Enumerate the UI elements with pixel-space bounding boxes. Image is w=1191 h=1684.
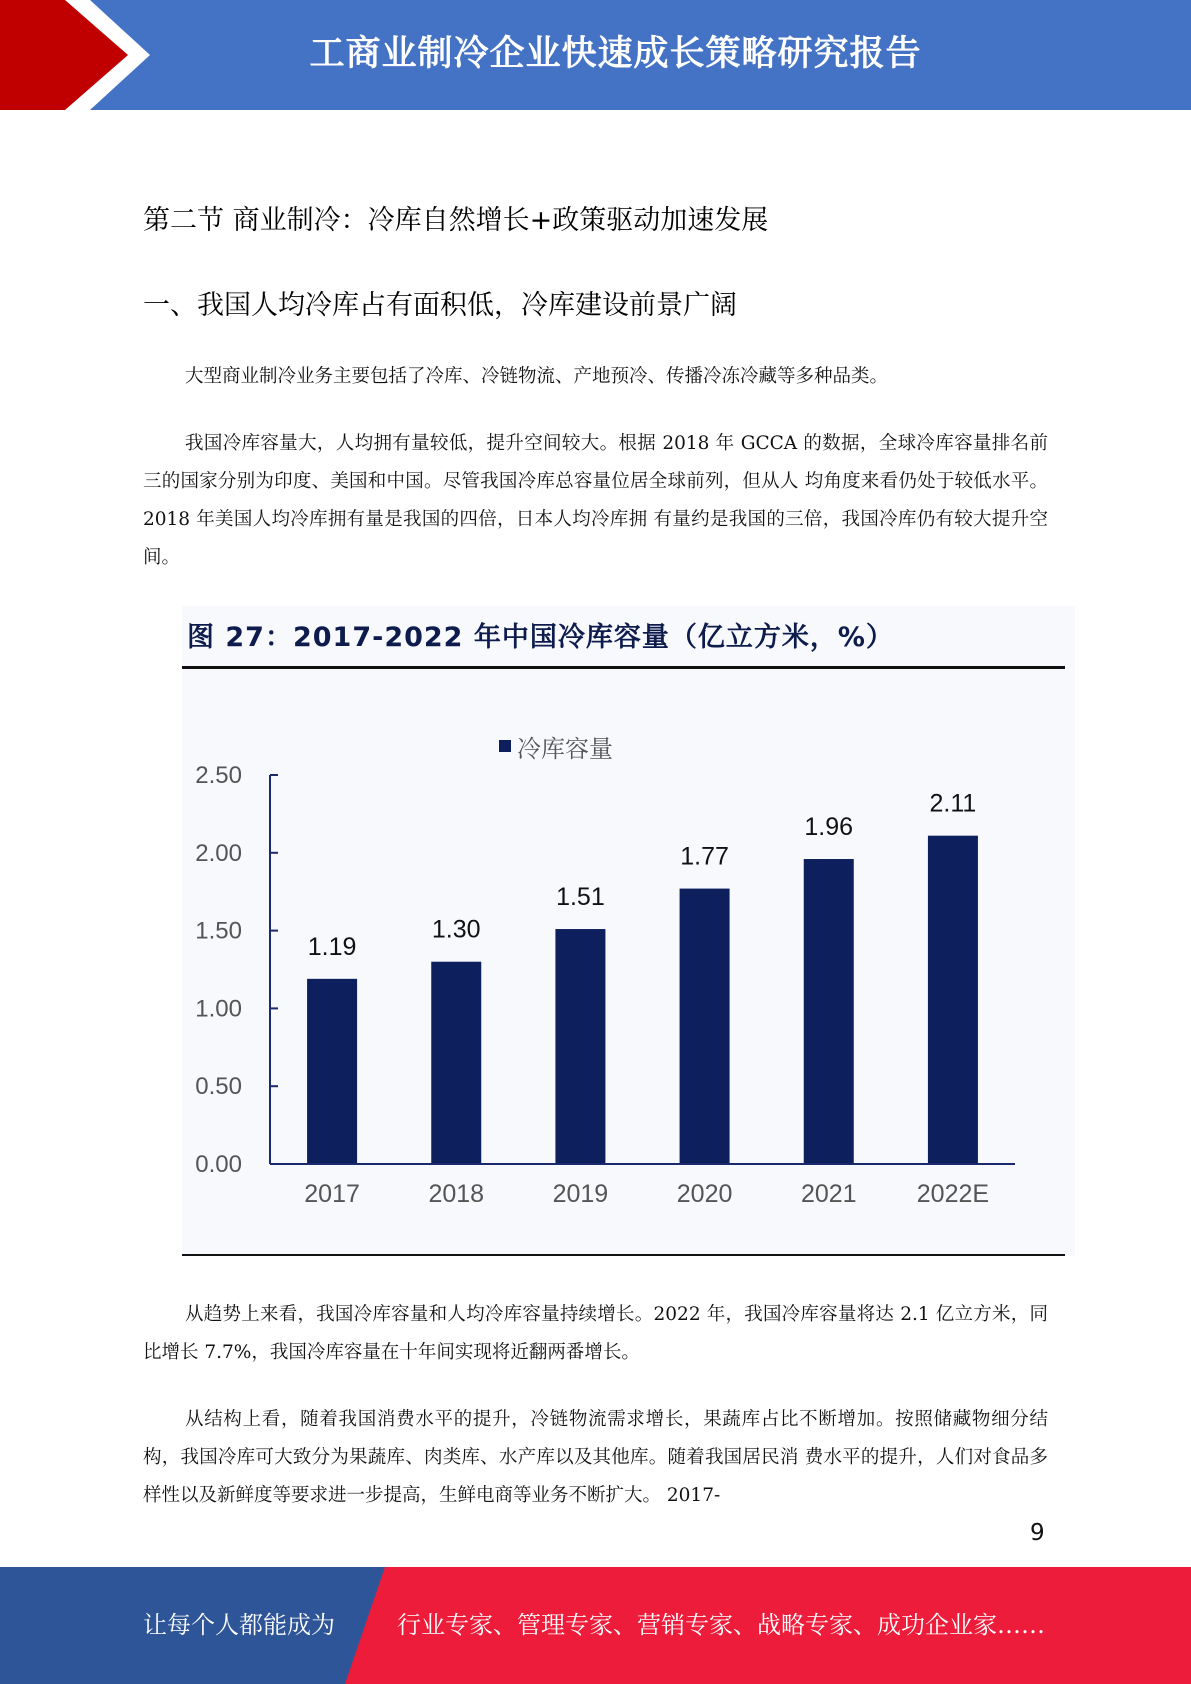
data-label: 2.11 bbox=[929, 789, 977, 818]
data-label: 1.77 bbox=[680, 842, 729, 871]
x-tick-label: 2018 bbox=[428, 1180, 485, 1208]
header-band bbox=[0, 0, 1191, 110]
chart-bottom-rule bbox=[182, 1254, 1065, 1256]
bar bbox=[431, 962, 481, 1164]
bar bbox=[555, 929, 605, 1164]
bar bbox=[680, 889, 730, 1164]
y-tick-label: 2.50 bbox=[195, 762, 242, 789]
x-tick-label: 2017 bbox=[304, 1180, 360, 1208]
data-label: 1.19 bbox=[307, 932, 357, 961]
x-tick-label: 2021 bbox=[800, 1180, 857, 1208]
paragraph-4: 从结构上看，随着我国消费水平的提升，冷链物流需求增长，果蔬库占比不断增加。按照储藏物细分结构，我国冷库可大致分为果蔬库、肉类库、水产库以及其他库。随着我国居民消 费水平的提升，人们对食品多样性以及新鲜度等要求进一步提高，生鲜电商等业务不断扩大。 2017- bbox=[143, 1409, 1048, 1506]
legend-swatch bbox=[499, 740, 511, 752]
report-title: 工商业制冷企业快速成长策略研究报告 bbox=[309, 34, 922, 74]
x-tick-label: 2019 bbox=[552, 1180, 609, 1208]
data-label: 1.96 bbox=[804, 813, 854, 842]
section-heading: 第二节 商业制冷：冷库自然增长+政策驱动加速发展 bbox=[143, 205, 769, 236]
footer-slogan-right: 行业专家、管理专家、营销专家、战略专家、成功企业家…… bbox=[397, 1611, 1045, 1639]
y-tick-label: 2.00 bbox=[195, 839, 242, 867]
x-tick-label: 2022E bbox=[916, 1180, 990, 1208]
bar-chart bbox=[182, 690, 1062, 1250]
bar bbox=[928, 836, 978, 1164]
data-label: 1.30 bbox=[431, 915, 481, 944]
data-label: 1.51 bbox=[556, 883, 605, 912]
chart-title: 图 27：2017-2022 年中国冷库容量（亿立方米，%） bbox=[187, 622, 894, 653]
bar bbox=[307, 979, 357, 1164]
subsection-heading: 一、我国人均冷库占有面积低，冷库建设前景广阔 bbox=[143, 290, 737, 321]
y-tick-label: 0.00 bbox=[195, 1151, 242, 1178]
bar bbox=[804, 859, 854, 1164]
legend-label: 冷库容量 bbox=[517, 735, 613, 763]
paragraph-3: 从趋势上来看，我国冷库容量和人均冷库容量持续增长。2022 年，我国冷库容量将达 2.1 亿立方米，同比增长 7.7%，我国冷库容量在十年间实现将近翻两番增长。 bbox=[143, 1304, 1048, 1363]
page-number: 9 bbox=[1030, 1520, 1045, 1546]
paragraph-1: 大型商业制冷业务主要包括了冷库、冷链物流、产地预冷、传播冷冻冷藏等多种品类。 bbox=[185, 366, 889, 387]
footer-band bbox=[0, 1567, 1191, 1684]
chart-top-rule bbox=[182, 666, 1065, 669]
footer-slogan-left: 让每个人都能成为 bbox=[143, 1611, 335, 1639]
y-tick-label: 0.50 bbox=[195, 1073, 242, 1101]
paragraph-2: 我国冷库容量大，人均拥有量较低，提升空间较大。根据 2018 年 GCCA 的数据，全球冷库容量排名前三的国家分别为印度、美国和中国。尽管我国冷库总容量位居全球前列，但从人 均角度来看仍处于较低水平。2018 年美国人均冷库拥有量是我国的四倍，日本人均冷库拥 有量约是我国的三倍，我国冷库仍有较大提升空间。 bbox=[143, 433, 1048, 568]
y-tick-label: 1.50 bbox=[195, 917, 242, 945]
y-tick-label: 1.00 bbox=[195, 995, 242, 1023]
x-tick-label: 2020 bbox=[676, 1180, 733, 1208]
